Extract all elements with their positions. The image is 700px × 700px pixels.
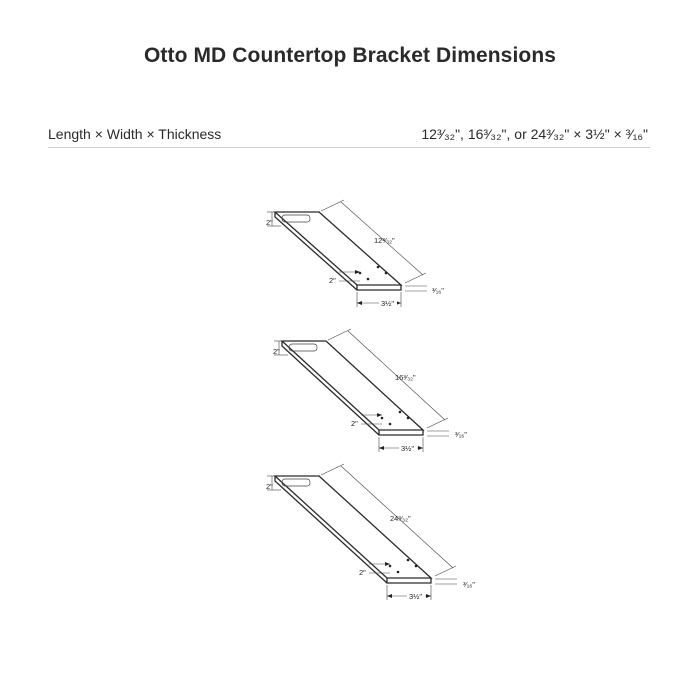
- plate-front-edge: [357, 285, 401, 290]
- bracket-drawing-24: [266, 464, 475, 601]
- screw-hole: [399, 411, 402, 414]
- bracket-drawing-12: [266, 200, 444, 308]
- page-title: Otto MD Countertop Bracket Dimensions: [143, 44, 557, 67]
- spec-value: 12³⁄₃₂", 16³⁄₃₂", or 24³⁄₃₂" × 3½" × ³⁄₁₆": [421, 126, 648, 142]
- arrow-head: [418, 446, 423, 450]
- screw-hole: [367, 278, 370, 281]
- screw-hole: [415, 565, 418, 568]
- screw-hole: [389, 423, 392, 426]
- plate-top-face: [275, 212, 401, 285]
- width-label: 3½": [409, 592, 423, 601]
- slot-offset-label: 2": [266, 482, 273, 491]
- plate-front-edge: [387, 578, 431, 583]
- thickness-label: ³⁄₁₆": [463, 580, 475, 589]
- thickness-label: ³⁄₁₆": [455, 430, 467, 439]
- hole-offset-label: 2": [351, 419, 358, 428]
- screw-hole: [397, 571, 400, 574]
- length-label: 12³⁄₃₂": [374, 236, 395, 245]
- length-extension-line: [321, 200, 344, 211]
- length-label: 16³⁄₃₂": [395, 373, 416, 382]
- plate-top-face: [282, 341, 423, 430]
- length-extension-line: [328, 329, 351, 340]
- arrow-head: [379, 446, 384, 450]
- arrow-head: [357, 301, 362, 305]
- spec-label: Length × Width × Thickness: [48, 126, 222, 142]
- arrow-head: [377, 413, 382, 417]
- mounting-slot: [289, 344, 317, 351]
- screw-hole: [385, 272, 388, 275]
- plate-front-edge: [379, 430, 423, 435]
- hole-offset-label: 2": [329, 276, 336, 285]
- arrow-head: [387, 594, 392, 598]
- bracket-drawing-16: [273, 329, 467, 453]
- length-extension-line: [321, 464, 344, 475]
- screw-hole: [407, 559, 410, 562]
- slot-offset-label: 2": [266, 218, 273, 227]
- hole-offset-label: 2": [359, 568, 366, 577]
- screw-hole: [407, 417, 410, 420]
- mounting-slot: [282, 479, 310, 486]
- width-label: 3½": [401, 444, 415, 453]
- screw-hole: [377, 266, 380, 269]
- thickness-label: ³⁄₁₆": [432, 286, 444, 295]
- screw-hole: [381, 417, 384, 420]
- width-label: 3½": [381, 299, 395, 308]
- length-extension-line: [405, 273, 426, 283]
- arrow-head: [426, 594, 431, 598]
- length-label: 24³⁄₃₂": [390, 514, 411, 523]
- length-extension-line: [435, 566, 456, 576]
- length-extension-line: [427, 418, 448, 428]
- slot-offset-label: 2": [273, 347, 280, 356]
- mounting-slot: [282, 215, 310, 222]
- screw-hole: [389, 565, 392, 568]
